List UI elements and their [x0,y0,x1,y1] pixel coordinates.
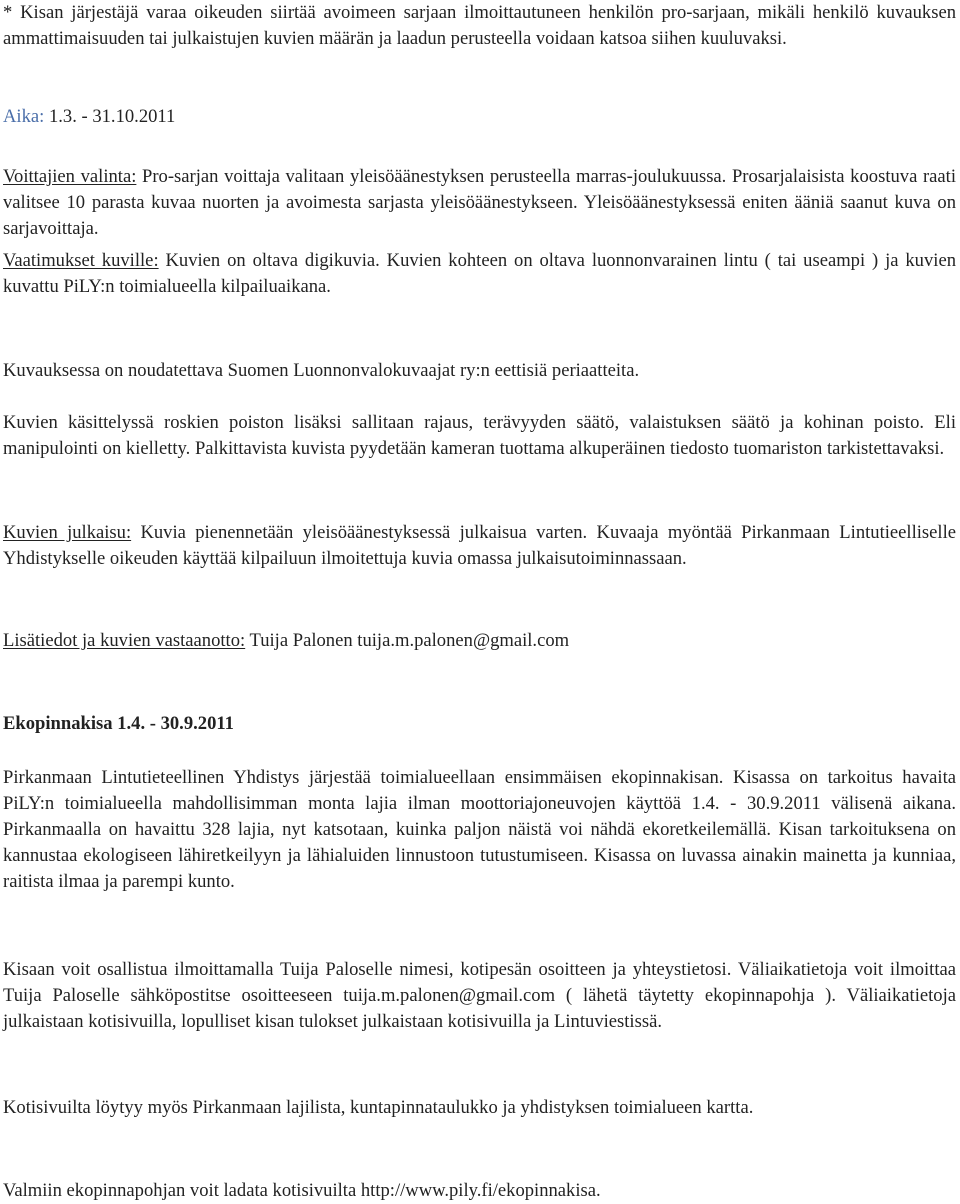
aika-value: 1.3. - 31.10.2011 [44,106,176,127]
julkaisu-paragraph [3,520,956,572]
intro-paragraph: * Kisan järjestäjä varaa oikeuden siirtää avoimeen sarjaan ilmoittautuneen henkilön pro-sarjaan, mikäli henkilö kuvauksen ammattimaisuuden tai julkaistujen kuvien määrän ja laadun perusteella voidaan katsoa siihen kuuluvaksi. [3,2,956,49]
etiikka-paragraph: Kuvauksessa on noudatettava Suomen Luonnonvalokuvaajat ry:n eettisiä periaatteita. [3,360,640,381]
ekopinnakisa-heading: Ekopinnakisa 1.4. - 30.9.2011 [3,713,234,734]
ekopinnakisa-paragraph-4: Valmiin ekopinnapohjan voit ladata kotisivuilta http://www.pily.fi/ekopinnakisa. [3,1180,601,1201]
voittajat-paragraph [3,164,956,242]
ekopinnakisa-paragraph-1: Pirkanmaan Lintutieteellinen Yhdistys järjestää toimialueellaan ensimmäisen ekopinnakisan. Kisassa on tarkoitus havaita PiLY:n toimialueella mahdollisimman monta lajia ilman moottoriajoneuvojen käyttöä 1.4. - 30.9.2011 välisenä aikana. Pirkanmaalla on havaittu 328 lajia, nyt katsotaan, kuinka paljon näistä voi nähdä ekoretkeilemällä. Kisan tarkoituksena on kannustaa ekologiseen lähiretkeilyyn ja lähialuiden linnustoon tutustumiseen. Kisassa on luvassa ainakin mainetta ja kunniaa, raitista ilmaa ja parempi kunto. [3,767,956,892]
lisatiedot-label: Lisätiedot ja kuvien vastaanotto: [3,630,246,651]
voittajat-text: Pro-sarjan voittaja valitaan yleisöäänestyksen perusteella marras-joulukuussa. Prosarjalaisista koostuva raati valitsee 10 parasta kuvaa nuorten ja avoimesta sarjasta yleisöäänestykseen. Yleisöäänestyksessä eniten ääniä saanut kuva on sarjavoittaja. [3,166,956,239]
julkaisu-text: Kuvia pienennetään yleisöäänestyksessä julkaisua varten. Kuvaaja myöntää Pirkanmaan Lintutieelliselle Yhdistykselle oikeuden käyttää kilpailuun ilmoitettuja kuvia omassa julkaisutoiminnassaan. [3,522,957,569]
aika-paragraph [3,104,956,130]
julkaisu-label: Kuvien julkaisu: [3,522,132,543]
lisatiedot-paragraph [3,628,956,654]
vaatimukset-label: Vaatimukset kuville: [3,250,159,271]
ekopinnakisa-paragraph-2: Kisaan voit osallistua ilmoittamalla Tuija Paloselle nimesi, kotipesän osoitteen ja yhteystietosi. Väliaikatietoja voit ilmoittaa Tuija Paloselle sähköpostitse osoitteeseen tuija.m.palonen@gmail.com ( lähetä täytetty ekopinnapohja ). Väliaikatietoja julkaistaan kotisivuilla, lopulliset kisan tulokset julkaistaan kotisivuilla ja Lintuviestissä. [3,959,956,1032]
aika-label: Aika: [3,106,45,127]
voittajat-label: Voittajien valinta: [3,166,137,187]
vaatimukset-paragraph [3,248,956,300]
ekopinnakisa-paragraph-3: Kotisivuilta löytyy myös Pirkanmaan lajilista, kuntapinnataulukko ja yhdistyksen toimialueen kartta. [3,1097,754,1118]
lisatiedot-text: Tuija Palonen tuija.m.palonen@gmail.com [245,630,570,651]
vaatimukset-text: Kuvien on oltava digikuvia. Kuvien kohteen on oltava luonnonvarainen lintu ( tai useampi ) ja kuvien kuvattu PiLY:n toimialueella kilpailuaikana. [3,250,956,297]
kasittely-paragraph: Kuvien käsittelyssä roskien poiston lisäksi sallitaan rajaus, terävyyden säätö, valaistuksen säätö ja kohinan poisto. Eli manipulointi on kielletty. Palkittavista kuvista pyydetään kameran tuottama alkuperäinen tiedosto tuomariston tarkistettavaksi. [3,412,956,459]
